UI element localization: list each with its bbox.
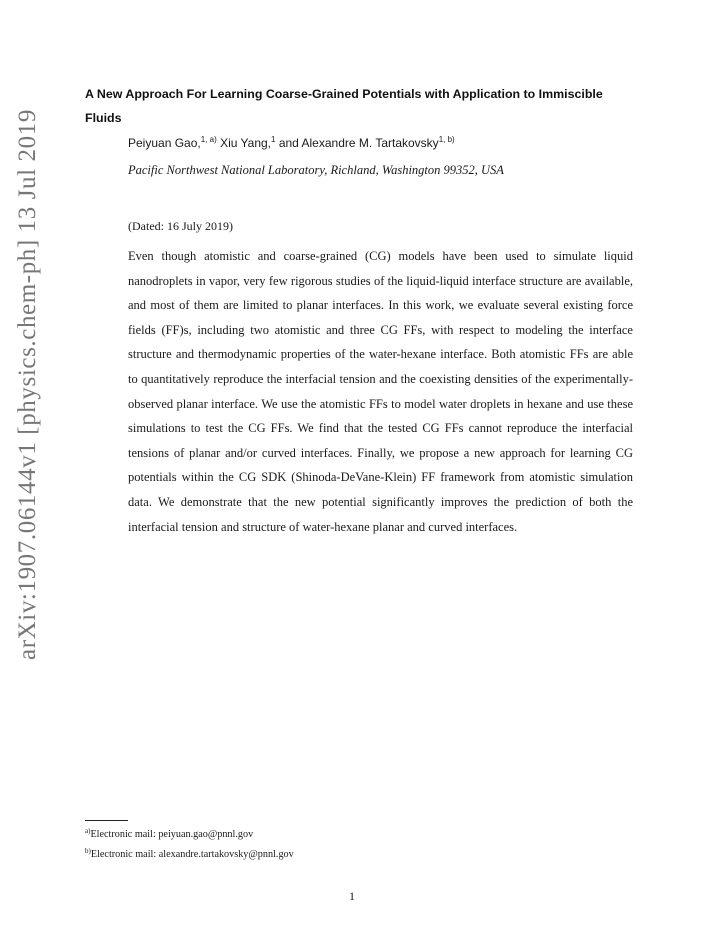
footnote-text: Electronic mail: peiyuan.gao@pnnl.gov <box>90 829 254 840</box>
author-affiliation-mark: 1 <box>271 135 276 144</box>
footnote-divider <box>85 820 128 821</box>
author-name: Peiyuan Gao, <box>128 136 201 150</box>
footnote-mark: a) <box>85 827 91 835</box>
arxiv-identifier-stamp: arXiv:1907.06144v1 [physics.chem-ph] 13 Jul 2019 <box>14 109 41 660</box>
author-affiliation-mark: 1, b) <box>438 135 455 144</box>
footnote-text: Electronic mail: alexandre.tartakovsky@pnnl.gov <box>90 849 294 860</box>
footnote <box>85 828 253 841</box>
affiliation: Pacific Northwest National Laboratory, Richland, Washington 99352, USA <box>128 163 504 177</box>
author-list <box>128 135 455 151</box>
abstract: Even though atomistic and coarse-grained (CG) models have been used to simulate liquid nanodroplets in vapor, very few rigorous studies of the liquid-liquid interface structure are available, and most of them are limited to planar interfaces. In this work, we evaluate several existing force fields (FF)s, including two atomistic and three CG FFs, with respect to modeling the interface structure and thermodynamic properties of the water-hexane interface. Both atomistic FFs are able to quantitatively reproduce the interfacial tension and the coexisting densities of the experimentally-observed planar interface. We use the atomistic FFs to model water droplets in hexane and use these simulations to test the CG FFs. We find that the tested CG FFs cannot reproduce the interfacial tensions of planar and/or curved interfaces. Finally, we propose a new approach for learning CG potentials within the CG SDK (Shinoda-DeVane-Klein) FF framework from atomistic simulation data. We demonstrate that the new potential significantly improves the prediction of both the interfacial tension and structure of water-hexane planar and curved interfaces. <box>128 249 633 534</box>
footnote-mark: b) <box>85 847 91 855</box>
footnote <box>85 848 294 861</box>
paper-title: A New Approach For Learning Coarse-Grained Potentials with Application to Immiscible Fluids <box>85 87 603 125</box>
author-affiliation-mark: 1, a) <box>200 135 217 144</box>
date-line: (Dated: 16 July 2019) <box>128 219 233 233</box>
author-name: and Alexandre M. Tartakovsky <box>278 136 439 150</box>
author-name: Xiu Yang, <box>220 136 272 150</box>
page-number: 1 <box>349 889 355 903</box>
